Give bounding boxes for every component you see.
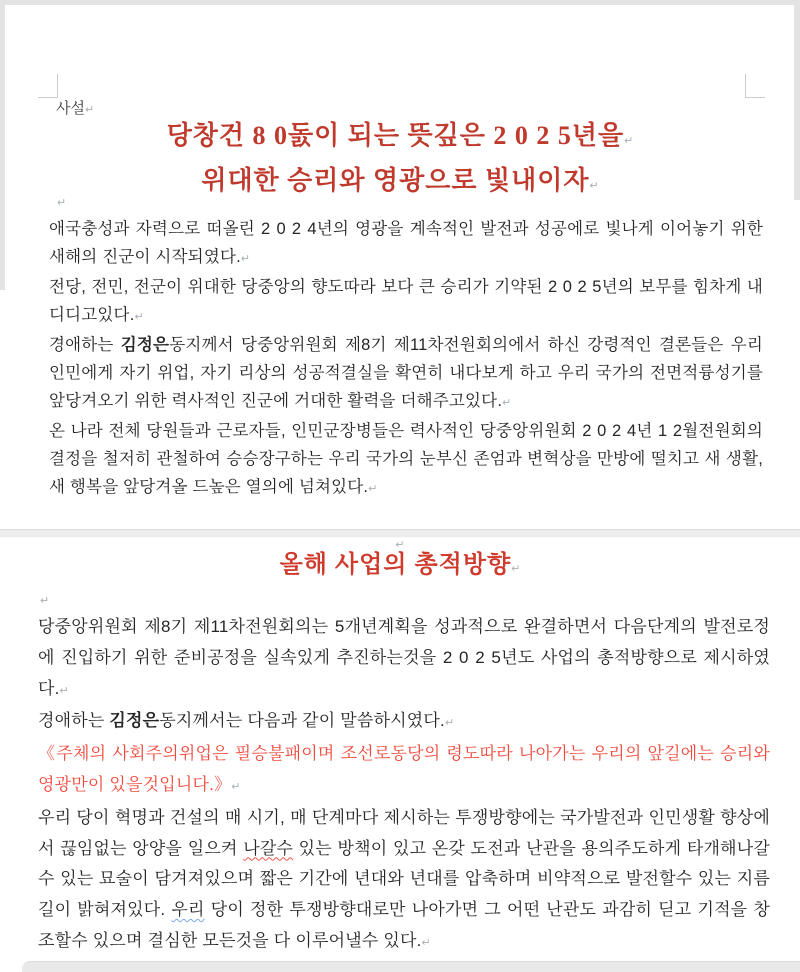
empty-paragraph-mark: ↵: [57, 197, 67, 209]
leader-name-bold: 김정은: [120, 336, 170, 354]
paragraph-mark: ↵: [231, 780, 241, 793]
paragraph-mark: ↵: [511, 563, 521, 575]
main-title-line1: 당창건 8 0돐이 되는 뜻깊은 2 0 2 5년을↵: [166, 121, 634, 150]
screenshot-seam: [0, 529, 800, 538]
paragraph-mark: ↵: [59, 684, 69, 697]
paragraph-mark: ↵: [444, 717, 455, 730]
paragraph-mark: ↵: [624, 135, 634, 147]
empty-paragraph-mark: ↵: [40, 595, 50, 607]
paragraph-6: 경애하는 김정은동지께서는 다음과 같이 말씀하시였다.↵: [38, 711, 455, 731]
paragraph-4: 온 나라 전체 당원들과 근로자들, 인민군장병들은 력사적인 당중앙위원회 2 0 2 4년 1 2월전원회의 결정을 철저히 관철하여 승승장구하는 우리 국가의 눈부신 존엄과 변혁상을 만방에 떨치고 새 생활, 새 행복을 앞당겨올 드높은 열의에 넘쳐있다.↵: [49, 422, 763, 496]
editorial-kicker-label: 사설: [56, 101, 85, 117]
leader-quote: 《주체의 사회주의위업은 필승불패이며 조선로동당의 령도따라 나아가는 우리의 앞길에는 승리와 영광만이 있을것입니다.》↵: [38, 744, 770, 794]
paragraph-7: 우리 당이 혁명과 건설의 매 시기, 매 단계마다 제시하는 투쟁방향에는 국가발전과 인민생활 향상에서 끊임없는 앙양을 일으켜 나갈수 있는 방책이 있고 온갖 도전과 난관을 용의주도하게 타개해나갈수 있는 묘술이 담겨져있으며 짧은 기간에 년대와 년대를 압축하며 비약적으로 발전할수 있는 지름길이 밝혀져있다. 우리 당이 정한 투쟁방향대로만 나아가면 그 어떤 난관도 과감히 딛고 기적을 창조할수 있으며 결심한 모든것을 다 이루어낼수 있다.↵: [38, 807, 770, 950]
paragraph-mark: ↵: [589, 180, 599, 192]
text-boundary-mark-left: [38, 74, 58, 98]
editorial-kicker: [56, 97, 94, 118]
grammar-underlined-word: 우리: [171, 900, 205, 920]
paragraph-mark: ↵: [502, 397, 512, 409]
section-title: 올해 사업의 총적방향↵: [279, 552, 521, 578]
leader-name-bold: 김정은: [109, 711, 160, 731]
paragraph-2: 전당, 전민, 전군이 위대한 당중앙의 향도따라 보다 큰 승리가 기약된 2 0 2 5년의 보무를 힘차게 내디디고있다.↵: [49, 278, 763, 324]
bottom-ui-edge: [22, 961, 800, 972]
spellcheck-underlined-word: 나갈수: [243, 838, 294, 858]
text-boundary-mark-right: [745, 74, 765, 98]
main-title-line2: 위대한 승리와 영광으로 빛내이자↵: [201, 166, 599, 195]
page1-body: [49, 215, 763, 503]
paragraph-mark: ↵: [421, 936, 431, 949]
paragraph-mark: ↵: [240, 253, 251, 265]
main-title: [0, 116, 800, 206]
paragraph-5: 당중앙위원회 제8기 제11차전원회의는 5개년계획을 성과적으로 완결하면서 다음단계의 발전로정에 진입하기 위한 준비공정을 실속있게 추진하는것을 2 0 2 5년도 사업의 총적방향으로 제시하였다.↵: [38, 617, 770, 698]
page2-body: [38, 612, 770, 959]
paragraph-3: 경애하는 김정은동지께서 당중앙위원회 제8기 제11차전원회의에서 하신 강령적인 결론들은 우리 인민에게 자기 위업, 자기 리상의 성공적결실을 확연히 내다보게 하고 우리 국가의 전면적륭성기를 앞당겨오기 위한 력사적인 진군에 거대한 활력을 더해주고있다.↵: [49, 336, 763, 410]
paragraph-mark: ↵: [134, 311, 144, 323]
paragraph-mark: ↵: [84, 104, 95, 116]
paragraph-mark: ↵: [368, 483, 378, 495]
page-rounded-corner: [5, 5, 794, 35]
paragraph-1: 애국충성과 자력으로 떠올린 2 0 2 4년의 영광을 계속적인 발전과 성공에로 빛나게 이어놓기 위한 새해의 진군이 시작되였다.↵: [49, 220, 763, 266]
empty-paragraph-mark: ↵: [395, 539, 405, 551]
